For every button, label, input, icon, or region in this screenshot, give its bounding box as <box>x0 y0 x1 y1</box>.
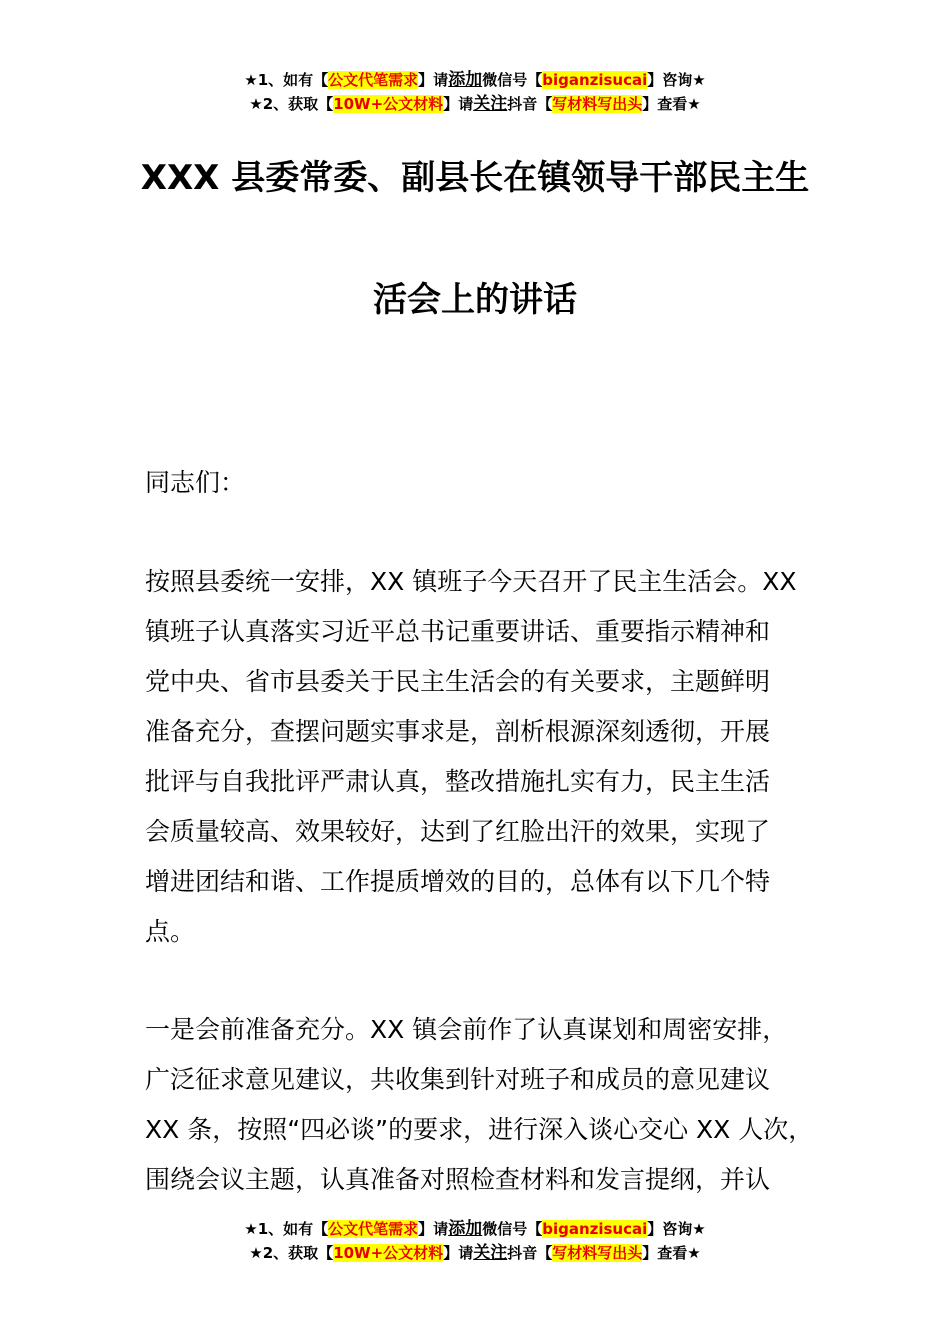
banner-line-2 <box>0 1241 950 1265</box>
banner-line-1 <box>0 68 950 92</box>
banner-text: 】请 <box>418 71 449 89</box>
banner-line-2 <box>0 92 950 116</box>
paragraph-line: 会质量较高、效果较好，达到了红脸出汗的效果，实现了 <box>145 817 771 846</box>
banner-highlight: 公文代笔需求 <box>328 71 419 89</box>
banner-underline: 添加 <box>448 1219 483 1239</box>
document-title-line-2: 活会上的讲话 <box>373 280 577 320</box>
banner-text: 】查看★ <box>642 95 701 113</box>
banner-text: ★2、获取【 <box>249 95 334 113</box>
banner-underline: 关注 <box>473 1243 508 1263</box>
banner-text: 抖音【 <box>507 95 553 113</box>
paragraph-line: 镇班子认真落实习近平总书记重要讲话、重要指示精神和 <box>145 617 771 646</box>
paragraph-line: 党中央、省市县委关于民主生活会的有关要求，主题鲜明 <box>145 667 771 696</box>
banner-text: 】请 <box>443 1244 474 1262</box>
paragraph-1 <box>145 557 827 957</box>
banner-text: 】咨询★ <box>647 1220 706 1238</box>
banner-text: 】咨询★ <box>647 71 706 89</box>
banner-highlight: 公文代笔需求 <box>328 1220 419 1238</box>
banner-text: ★1、如有【 <box>244 1220 329 1238</box>
banner-text: ★2、获取【 <box>249 1244 334 1262</box>
banner-highlight: 10W+公文材料 <box>333 95 444 113</box>
banner-highlight: 写材料写出头 <box>552 95 643 113</box>
banner-underline: 关注 <box>473 94 508 114</box>
footer-banner <box>0 1217 950 1265</box>
paragraph-2 <box>145 1005 827 1205</box>
paragraph-line: 准备充分，查摆问题实事求是，剖析根源深刻透彻，开展 <box>145 717 771 746</box>
paragraph-line: 批评与自我批评严肃认真，整改措施扎实有力，民主生活 <box>145 767 771 796</box>
banner-text: ★1、如有【 <box>244 71 329 89</box>
paragraph-line: 广泛征求意见建议，共收集到针对班子和成员的意见建议 <box>145 1065 771 1094</box>
banner-highlight: 写材料写出头 <box>552 1244 643 1262</box>
banner-text: 】查看★ <box>642 1244 701 1262</box>
paragraph-line: 一是会前准备充分。XX 镇会前作了认真谋划和周密安排， <box>145 1015 788 1044</box>
banner-text: 】请 <box>418 1220 449 1238</box>
paragraph-line: 按照县委统一安排，XX 镇班子今天召开了民主生活会。XX <box>145 567 797 596</box>
paragraph-line: 增进团结和谐、工作提质增效的目的，总体有以下几个特 <box>145 867 771 896</box>
banner-highlight: 10W+公文材料 <box>333 1244 444 1262</box>
header-banner <box>0 68 950 116</box>
banner-line-1 <box>0 1217 950 1241</box>
banner-text: 微信号【 <box>482 1220 543 1238</box>
banner-text: 】请 <box>443 95 474 113</box>
document-title-line-1: XXX 县委常委、副县长在镇领导干部民主生 <box>140 158 810 198</box>
greeting: 同志们： <box>145 468 246 497</box>
banner-highlight: biganzisucai <box>542 1220 648 1238</box>
paragraph-line: 围绕会议主题，认真准备对照检查材料和发言提纲，并认 <box>145 1165 771 1194</box>
paragraph-line: 点。 <box>145 917 196 946</box>
banner-underline: 添加 <box>448 70 483 90</box>
banner-text: 抖音【 <box>507 1244 553 1262</box>
banner-text: 微信号【 <box>482 71 543 89</box>
paragraph-line: XX 条，按照“四必谈”的要求，进行深入谈心交心 XX 人次， <box>145 1115 814 1144</box>
banner-highlight: biganzisucai <box>542 71 648 89</box>
